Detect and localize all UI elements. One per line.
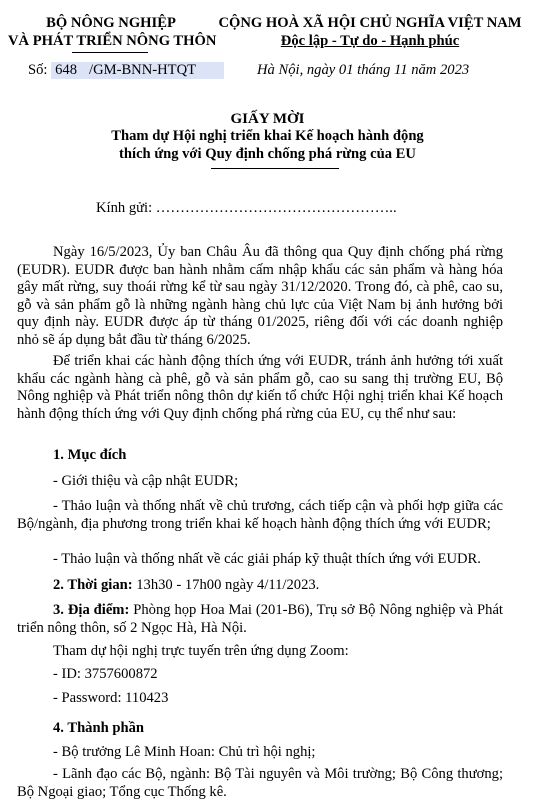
section1-item1: - Giới thiệu và cập nhật EUDR; xyxy=(53,473,239,489)
section2-label: 2. Thời gian: xyxy=(53,577,133,593)
place-date xyxy=(257,62,469,79)
document-title: GIẤY MỜI xyxy=(230,111,305,127)
section4-heading: 4. Thành phần xyxy=(53,720,145,736)
nation-name: CỘNG HOÀ XÃ HỘI CHỦ NGHĨA VIỆT NAM xyxy=(218,15,522,31)
intro-paragraph: Ngày 16/5/2023, Ủy ban Châu Âu đã thông qua Quy định chống phá rừng (EUDR). EUDR được ban hành nhằm cấm nhập khẩu các sản phẩm và hàng hóa gây mất rừng, suy thoái rừng kể từ sau ngày 31/12/2020. Trong đó, cà phê, cao su, gỗ và sản phẩm gỗ là những ngành hàng chủ lực của Việt Nam bị ảnh hưởng bởi quy định này. EUDR được áp từ tháng 01/2025, riêng đối với các doanh nghiệp nhỏ sẽ áp dụng bắt đầu từ tháng 6/2025. xyxy=(17,244,503,348)
document-subtitle-line1: Tham dự Hội nghị triển khai Kế hoạch hành động xyxy=(111,128,424,144)
zoom-id: - ID: 3757600872 xyxy=(53,666,158,682)
nation-motto: Độc lập - Tự do - Hạnh phúc xyxy=(280,33,460,49)
section2-time xyxy=(53,577,319,594)
place-date-prefix: Hà Nội, ngày xyxy=(257,62,336,78)
section4-item1: - Bộ trưởng Lê Minh Hoan: Chủ trì hội nghị; xyxy=(53,744,316,760)
recipient-line: Kính gửi: ………………………………………….. xyxy=(96,200,397,216)
zoom-intro: Tham dự hội nghị trực tuyến trên ứng dụng Zoom: xyxy=(53,643,349,659)
section4-item2: - Lãnh đạo các Bộ, ngành: Bộ Tài nguyên và Môi trường; Bộ Công thương; Bộ Ngoại giao; Tổng cục Thống kê. xyxy=(17,766,503,800)
title-underline xyxy=(211,168,339,169)
agency-name-line2: VÀ PHÁT TRIỂN NÔNG THÔN xyxy=(8,33,217,49)
document-subtitle-line2: thích ứng với Quy định chống phá rừng của EU xyxy=(119,146,416,162)
purpose-paragraph: Để triển khai các hành động thích ứng với EUDR, tránh ảnh hưởng tới xuất khẩu các ngành hàng cà phê, gỗ và sản phẩm gỗ, cao su sang thị trường EU, Bộ Nông nghiệp và Phát triển nông thôn dự kiến tổ chức Hội nghị triển khai Kế hoạch hành động thích ứng với Quy định chống phá rừng của EU, cụ thể như sau: xyxy=(17,353,503,422)
agency-underline xyxy=(72,52,148,53)
section3-location xyxy=(17,602,503,637)
section1-heading: 1. Mục đích xyxy=(53,447,127,463)
doc-number-label: Số: xyxy=(28,62,48,78)
doc-number-row xyxy=(28,62,224,79)
section1-item2: - Thảo luận và thống nhất về chủ trương, cách tiếp cận và phối hợp giữa các Bộ/ngành, địa phương trong triển khai kế hoạch hành động thích ứng với EUDR; xyxy=(17,498,503,532)
agency-name-line1: BỘ NÔNG NGHIỆP xyxy=(46,15,176,31)
section3-value: Phòng họp Hoa Mai (201-B6), Trụ sở Bộ Nông nghiệp và Phát triển nông thôn, số 2 Ngọc Hà, Hà Nội. xyxy=(17,602,503,636)
doc-code: /GM-BNN-HTQT xyxy=(87,62,224,79)
date-day: 01 xyxy=(338,62,354,78)
zoom-password: - Password: 110423 xyxy=(53,690,169,706)
doc-number: 648 xyxy=(51,62,87,79)
date-month-year: tháng 11 năm 2023 xyxy=(357,62,470,78)
section2-value: 13h30 - 17h00 ngày 4/11/2023. xyxy=(132,577,320,593)
section3-label: 3. Địa điểm: xyxy=(53,602,130,618)
section1-item3: - Thảo luận và thống nhất về các giải pháp kỹ thuật thích ứng với EUDR. xyxy=(53,551,481,567)
